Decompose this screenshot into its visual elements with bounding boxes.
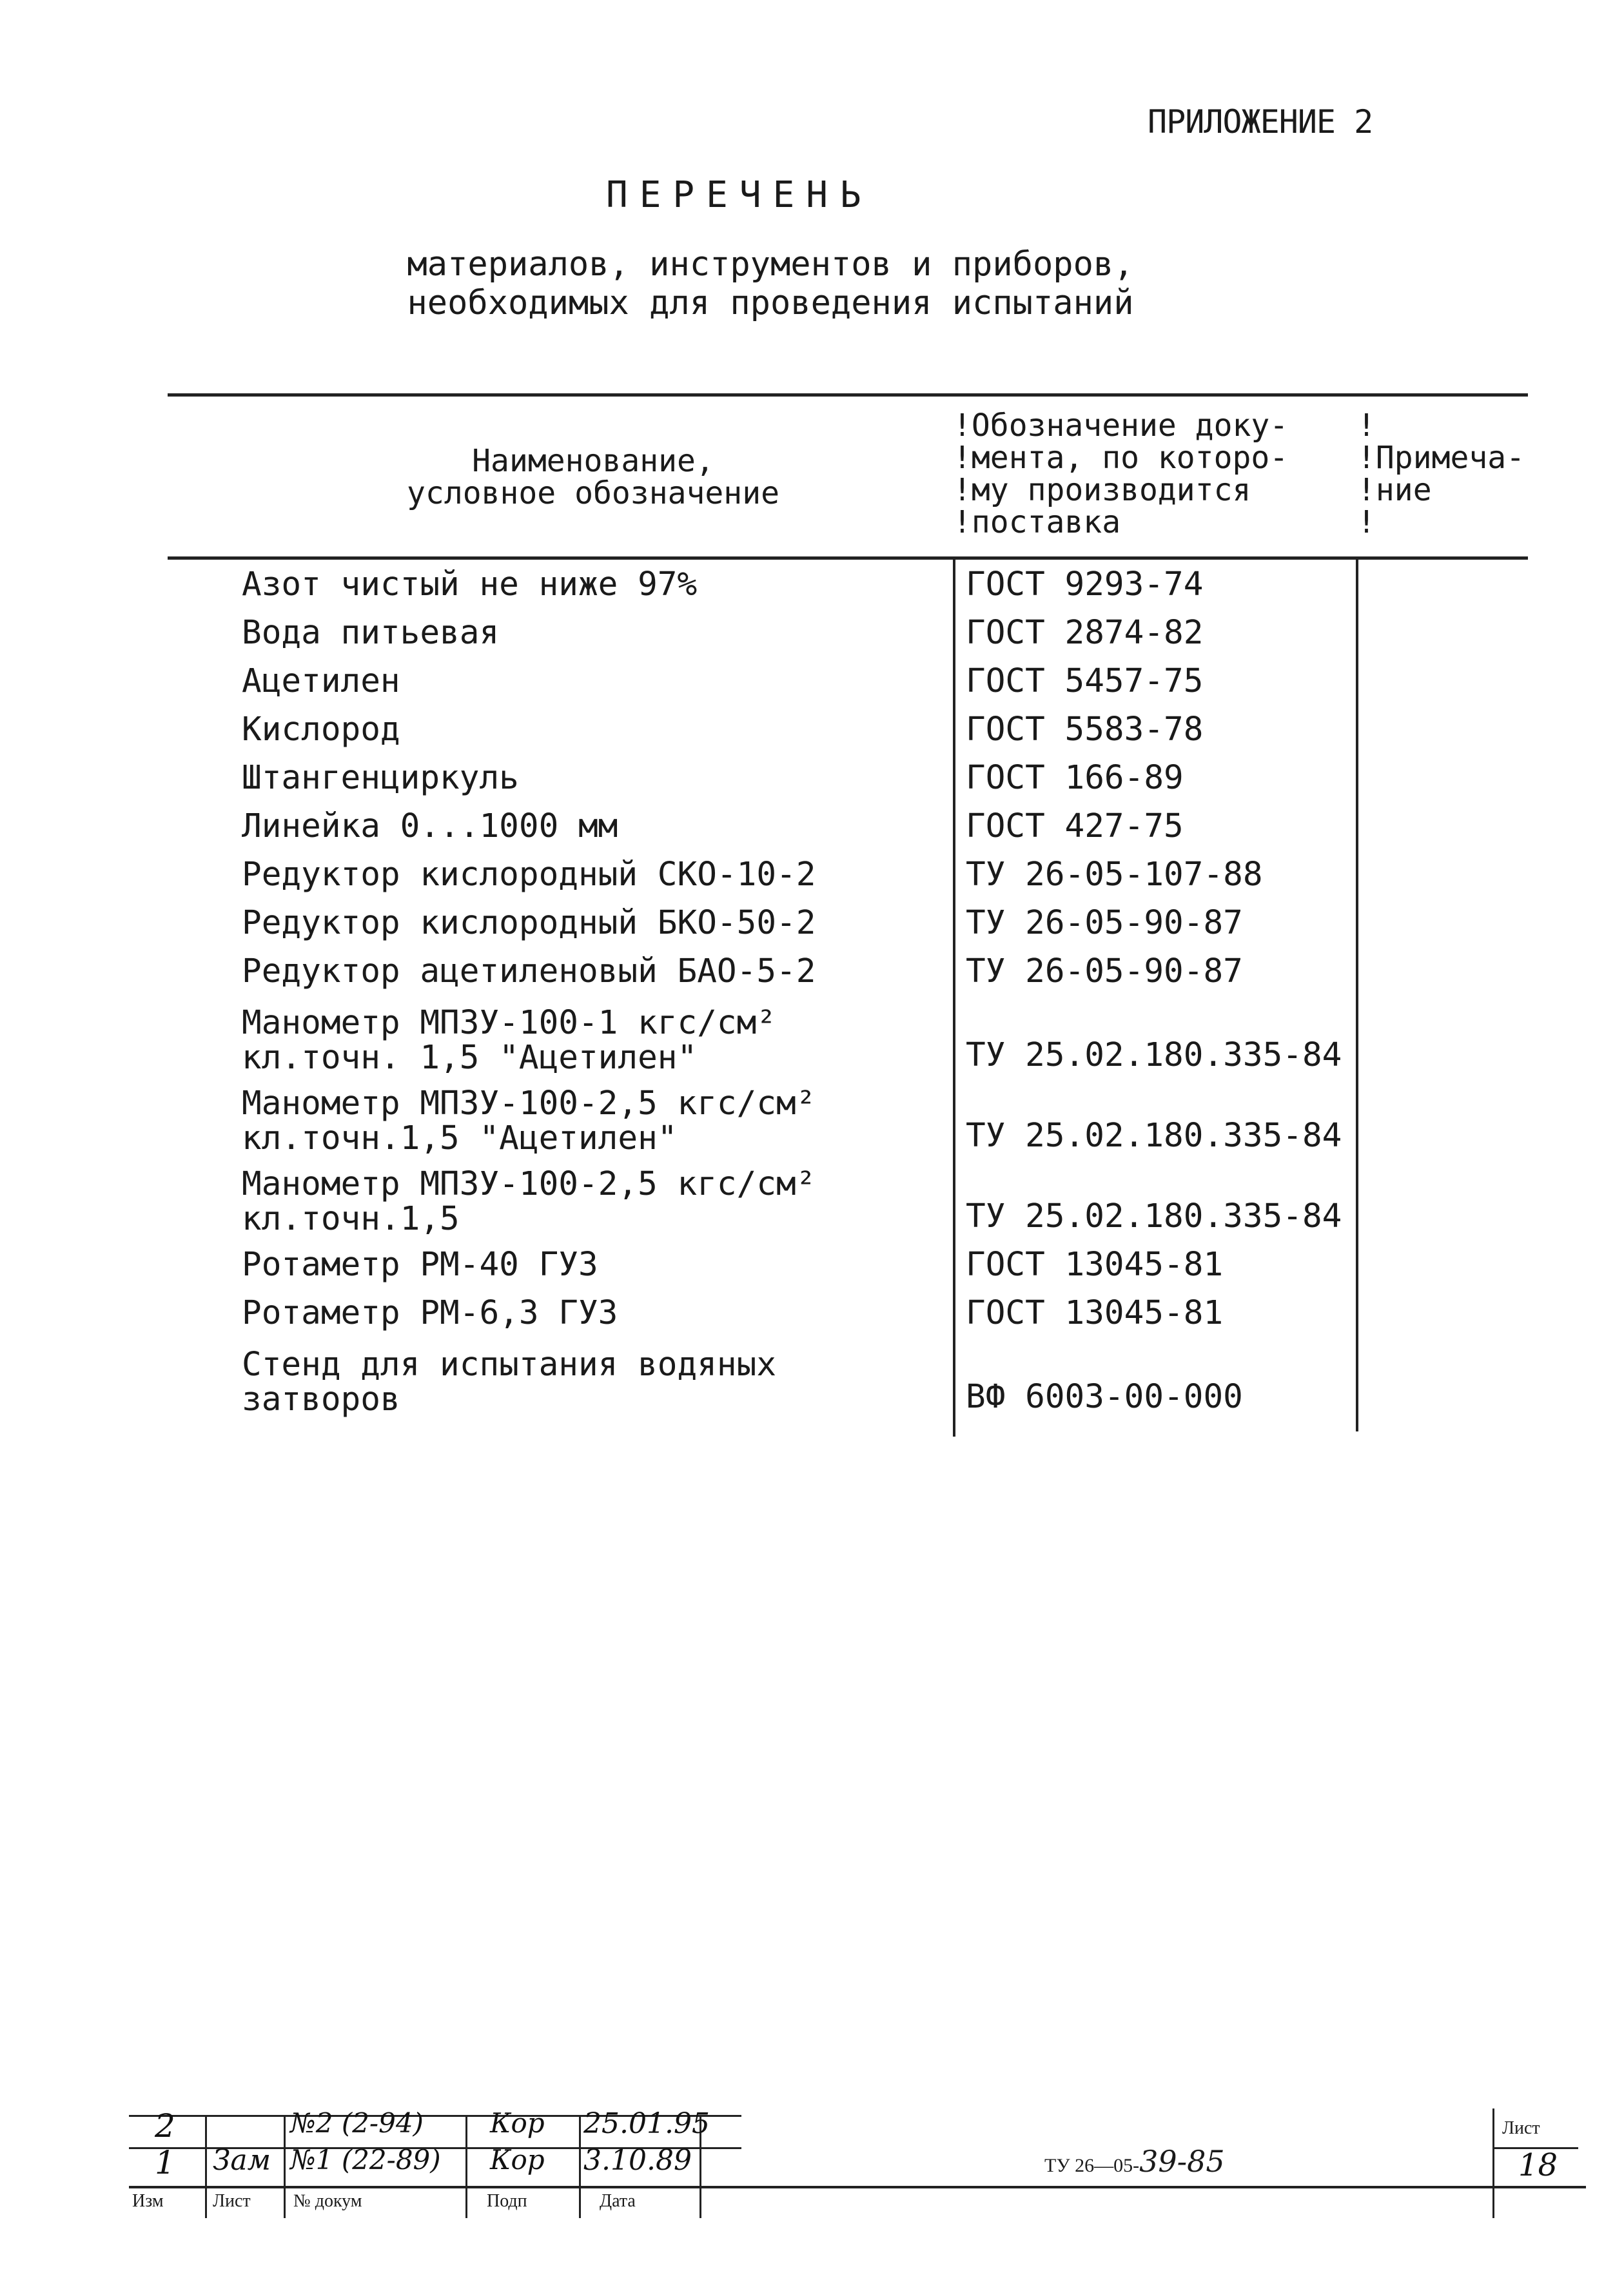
row-document: ТУ 26-05-90-87 <box>966 904 1243 942</box>
row-document: ГОСТ 13045-81 <box>966 1294 1224 1332</box>
stamp-col-sep <box>465 2115 467 2218</box>
stamp-col-sep <box>284 2115 286 2218</box>
label-izm: Изм <box>132 2191 164 2211</box>
stamp-col-sep <box>205 2115 207 2218</box>
row-name: Манометр МПЗУ-100-2,5 кгс/см² кл.точн.1,5 "Ацетилен" <box>242 1085 816 1157</box>
row-name: Манометр МПЗУ-100-2,5 кгс/см² кл.точн.1,5 <box>242 1165 816 1238</box>
rev1-list: Зам <box>213 2144 271 2177</box>
label-sign: Подп <box>487 2191 527 2211</box>
row-document: ГОСТ 5457-75 <box>966 662 1204 700</box>
row-name: Стенд для испытания водяных затворов <box>242 1346 777 1419</box>
stamp-col-sep <box>579 2115 581 2218</box>
row-document: ГОСТ 427-75 <box>966 807 1184 845</box>
table-top-rule <box>168 393 1528 397</box>
row-document: ГОСТ 5583-78 <box>966 711 1204 749</box>
row-name: Манометр МПЗУ-100-1 кгс/см² кл.точн. 1,5 "Ацетилен" <box>242 1004 777 1077</box>
row-name: Редуктор кислородный СКО-10-2 <box>242 856 816 894</box>
row-document: ГОСТ 166-89 <box>966 759 1184 797</box>
document-code-handwritten: 39-85 <box>1139 2144 1225 2179</box>
row-document: ТУ 25.02.180.335-84 <box>966 1117 1342 1155</box>
stamp-bottom-rule <box>129 2186 1586 2188</box>
rev2-sign: Кор <box>490 2107 545 2139</box>
row-name: Редуктор кислородный БКО-50-2 <box>242 904 816 942</box>
label-doc: № докум <box>293 2191 362 2211</box>
row-name: Кислород <box>242 711 400 749</box>
document-code-printed: ТУ 26—05- <box>1044 2155 1140 2176</box>
row-document: ТУ 25.02.180.335-84 <box>966 1036 1342 1074</box>
column-header-name: Наименование, условное обозначение <box>407 443 779 511</box>
stamp-sheet-sep <box>1492 2108 1494 2218</box>
rev1-sign: Кор <box>490 2144 545 2176</box>
row-name: Вода питьевая <box>242 614 500 652</box>
rev1-date: 3.10.89 <box>583 2144 692 2177</box>
document-code <box>1044 2144 1225 2179</box>
appendix-label: ПРИЛОЖЕНИЕ 2 <box>1148 103 1373 141</box>
row-name: Ацетилен <box>242 662 400 700</box>
sheet-label: Лист <box>1502 2118 1540 2138</box>
column-header-note: ! !Примеча- !ние ! <box>1357 408 1525 540</box>
row-name: Азот чистый не ниже 97% <box>242 565 698 604</box>
rev2-izm: 2 <box>155 2107 175 2145</box>
rev1-doc: №1 (22-89) <box>290 2144 441 2176</box>
subtitle-line-1: материалов, инструментов и приборов, <box>407 245 1134 284</box>
row-document: ТУ 25.02.180.335-84 <box>966 1197 1342 1235</box>
rev2-date: 25.01.95 <box>583 2107 710 2140</box>
row-name: Штангенциркуль <box>242 759 519 797</box>
rev2-doc: №2 (2-94) <box>290 2107 424 2139</box>
label-list: Лист <box>213 2191 251 2211</box>
page-title: ПЕРЕЧЕНЬ <box>606 174 873 216</box>
row-document: ГОСТ 2874-82 <box>966 614 1204 652</box>
sheet-number: 18 <box>1518 2147 1558 2183</box>
subtitle-line-2: необходимых для проведения испытаний <box>407 284 1134 322</box>
row-document: ТУ 26-05-90-87 <box>966 952 1243 990</box>
table-header-rule <box>168 556 1528 560</box>
label-date: Дата <box>600 2191 636 2211</box>
row-name: Линейка 0...1000 мм <box>242 807 618 845</box>
row-name: Ротаметр РМ-40 ГУЗ <box>242 1246 598 1284</box>
column-header-document: !Обозначение доку- !мента, по которо- !му производится !поставка <box>953 408 1289 540</box>
row-name: Ротаметр РМ-6,3 ГУЗ <box>242 1294 618 1332</box>
rev1-izm: 1 <box>155 2144 175 2181</box>
row-document: ГОСТ 13045-81 <box>966 1246 1224 1284</box>
row-document: ГОСТ 9293-74 <box>966 565 1204 604</box>
row-document: ВФ 6003-00-000 <box>966 1378 1243 1416</box>
table-col-divider-1 <box>953 560 955 1437</box>
row-document: ТУ 26-05-107-88 <box>966 856 1263 894</box>
row-name: Редуктор ацетиленовый БАО-5-2 <box>242 952 816 990</box>
table-col-divider-2 <box>1356 560 1358 1431</box>
page-subtitle <box>367 245 1173 322</box>
